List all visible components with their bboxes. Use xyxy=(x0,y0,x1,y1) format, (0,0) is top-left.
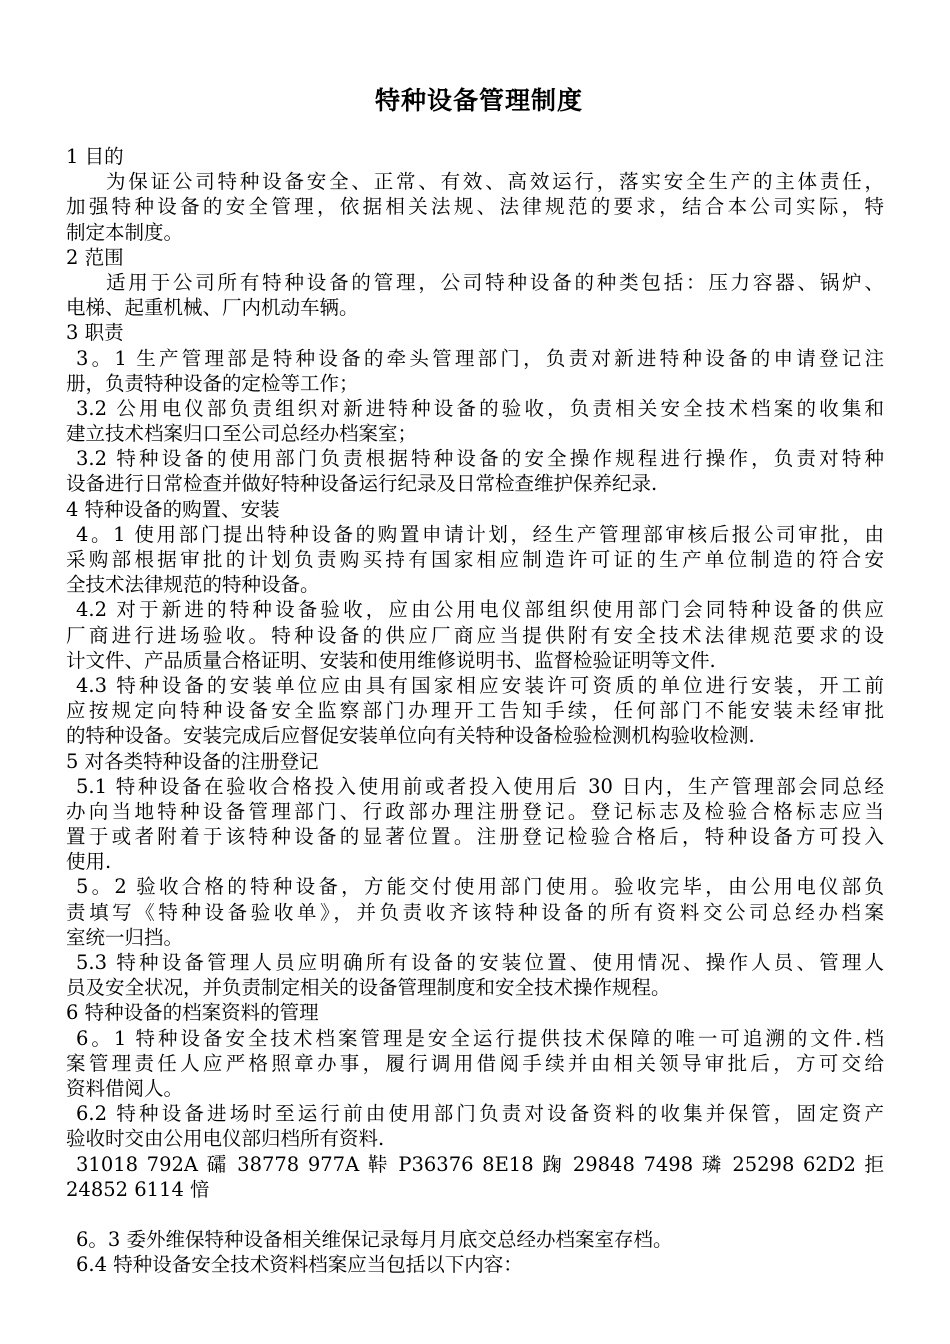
paragraph-line: 6。3 委外维保特种设备相关维保记录每月月底交总经办档案室存档。 xyxy=(76,1228,673,1252)
paragraph-line: 室统一归挡。 xyxy=(66,925,184,949)
paragraph-line: 使用. xyxy=(66,850,112,874)
paragraph-line: 5.1 特种设备在验收合格投入使用前或者投入使用后 30 日内，生产管理部会同总经 xyxy=(76,774,884,798)
paragraph-line: 4.2 对于新进的特种设备验收，应由公用电仪部组织使用部门会同特种设备的供应 xyxy=(76,598,884,622)
paragraph-line: 采购部根据审批的计划负责购买持有国家相应制造许可证的生产单位制造的符合安 xyxy=(66,548,884,571)
paragraph-line: 适用于公司所有特种设备的管理，公司特种设备的种类包括：压力容器、锅炉、 xyxy=(106,270,884,294)
paragraph-line: 厂商进行进场验收。特种设备的供应厂商应当提供附有安全技术法律规范要求的设 xyxy=(66,623,884,647)
paragraph-line: 计文件、产品质量合格证明、安装和使用维修说明书、监督检验证明等文件. xyxy=(66,648,716,672)
paragraph-line: 6.2 特种设备进场时至运行前由使用部门负责对设备资料的收集并保管，固定资产 xyxy=(76,1102,884,1126)
paragraph-line: 建立技术档案归口至公司总经办档案室； xyxy=(66,422,418,446)
paragraph-line: 置于或者附着于该特种设备的显著位置。注册登记检验合格后，特种设备方可投入 xyxy=(66,825,884,849)
document-title: 特种设备管理制度 xyxy=(374,86,583,115)
paragraph-line: 电梯、起重机械、厂内机动车辆。 xyxy=(66,296,359,320)
section-heading-6: 6 特种设备的档案资料的管理 xyxy=(66,1001,319,1025)
paragraph-line: 加强特种设备的安全管理，依据相关法规、法律规范的要求，结合本公司实际，特 xyxy=(66,195,884,219)
paragraph-line: 6.4 特种设备安全技术资料档案应当包括以下内容： xyxy=(76,1253,523,1277)
paragraph-line: 全技术法律规范的特种设备。 xyxy=(66,573,320,597)
paragraph-line: 设备进行日常检查并做好特种设备运行纪录及日常检查维护保养纪录. xyxy=(66,472,658,496)
paragraph-line: 5.3 特种设备管理人员应明确所有设备的安装位置、使用情况、操作人员、管理人 xyxy=(76,951,884,974)
section-heading-4: 4 特种设备的购置、安装 xyxy=(66,497,280,521)
paragraph-line: 4.3 特种设备的安装单位应由具有国家相应安装许可资质的单位进行安装，开工前 xyxy=(76,673,884,697)
section-heading-2: 2 范围 xyxy=(66,245,124,269)
paragraph-line: 册，负责特种设备的定检等工作； xyxy=(66,371,359,395)
garbled-code-line: 31018 792A 礵 38778 977A 鞐 P36376 8E18 踘 29848 7498 璘 25298 62D2 拒 xyxy=(76,1152,884,1176)
paragraph-line: 应按规定向特种设备安全监察部门办理开工告知手续，任何部门不能安装未经审批 xyxy=(66,699,884,723)
paragraph-line: 6。1 特种设备安全技术档案管理是安全运行提供技术保障的唯一可追溯的文件.档 xyxy=(76,1026,884,1050)
paragraph-line: 办向当地特种设备管理部门、行政部办理注册登记。登记标志及检验合格标志应当 xyxy=(66,799,884,823)
document-body xyxy=(66,144,884,1277)
paragraph-line: 5。2 验收合格的特种设备，方能交付使用部门使用。验收完毕，由公用电仪部负 xyxy=(76,875,884,899)
garbled-code-line: 24852 6114 愔 xyxy=(66,1177,210,1201)
document-page xyxy=(66,84,884,1277)
section-heading-5: 5 对各类特种设备的注册登记 xyxy=(66,749,319,773)
paragraph-line: 4。1 使用部门提出特种设备的购置申请计划，经生产管理部审核后报公司审批，由 xyxy=(76,522,884,546)
paragraph-line: 为保证公司特种设备安全、正常、有效、高效运行，落实安全生产的主体责任， xyxy=(106,170,884,194)
paragraph-line: 案管理责任人应严格照章办事，履行调用借阅手续并由相关领导审批后，方可交给 xyxy=(66,1051,884,1075)
blank-line xyxy=(66,1202,884,1227)
paragraph-line: 资料借阅人。 xyxy=(66,1076,184,1100)
paragraph-line: 责填写《特种设备验收单》，并负责收齐该特种设备的所有资料交公司总经办档案 xyxy=(66,900,884,924)
section-heading-1: 1 目的 xyxy=(66,145,124,168)
paragraph-line: 3。1 生产管理部是特种设备的牵头管理部门，负责对新进特种设备的申请登记注 xyxy=(76,346,884,370)
section-heading-3: 3 职责 xyxy=(66,321,124,345)
paragraph-line: 员及安全状况，并负责制定相关的设备管理制度和安全技术操作规程。 xyxy=(66,976,671,1000)
paragraph-line: 3.2 公用电仪部负责组织对新进特种设备的验收，负责相关安全技术档案的收集和 xyxy=(76,396,884,420)
paragraph-line: 验收时交由公用电仪部归档所有资料. xyxy=(66,1127,385,1151)
paragraph-line: 制定本制度。 xyxy=(66,220,184,244)
paragraph-line: 的特种设备。安装完成后应督促安装单位向有关特种设备检验检测机构验收检测. xyxy=(66,724,755,748)
paragraph-line: 3.2 特种设备的使用部门负责根据特种设备的安全操作规程进行操作，负责对特种 xyxy=(76,447,884,471)
